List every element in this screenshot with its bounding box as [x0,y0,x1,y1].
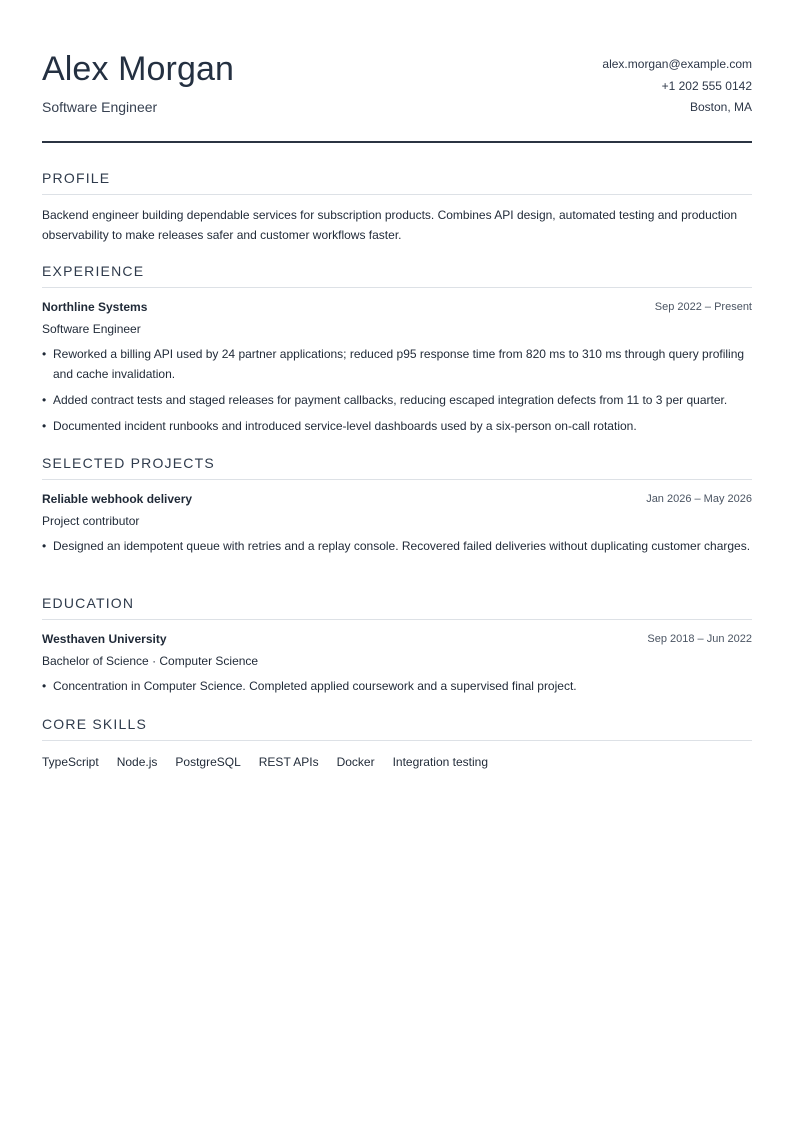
project-name: Reliable webhook delivery [42,492,193,506]
entry-dates: Sep 2018 – Jun 2022 [647,633,752,645]
skills-list [42,754,752,770]
entry-header [42,299,752,321]
bullet-icon: • [42,679,47,693]
education-entry [42,631,752,696]
skill-item: PostgreSQL [175,755,241,769]
skills-section [42,715,752,770]
bullet-list [42,536,752,556]
degree: Bachelor of Science · Computer Science [42,654,259,668]
project-entry [42,491,752,556]
school-name: Westhaven University [42,632,167,646]
projects-section [42,454,752,556]
bullet-icon: • [42,393,47,407]
resume-page [42,0,752,769]
bullet-list [42,344,752,436]
job-role: Software Engineer [42,322,141,336]
experience-entry [42,299,752,436]
entry-header [42,491,752,513]
contact-location: Boston, MA [689,100,752,114]
skill-item: Integration testing [392,755,488,769]
bullet-icon: • [42,347,47,361]
contact-block [602,56,752,121]
skill-item: REST APIs [258,755,319,769]
experience-section [42,262,752,436]
skill-item: Docker [336,755,375,769]
bullet-icon: • [42,539,47,553]
section-heading-experience: EXPERIENCE [42,262,752,288]
contact-phone[interactable]: +1 202 555 0142 [661,78,752,93]
entry-dates: Jan 2026 – May 2026 [646,493,752,505]
list-item: • Added contract tests and staged releases for payment callbacks, reducing escaped integration defects from 11 to 3 per quarter. [42,390,752,410]
skill-item: TypeScript [42,755,99,769]
section-heading-profile: PROFILE [42,169,752,195]
education-section [42,594,752,696]
skill-item: Node.js [116,755,158,769]
candidate-title: Software Engineer [42,99,158,115]
profile-section [42,169,752,245]
list-item: • Documented incident runbooks and introduced service-level dashboards used by a six-person on-call rotation. [42,416,752,436]
section-heading-education: EDUCATION [42,594,752,620]
profile-text: Backend engineer building dependable services for subscription products. Combines API design, automated testing and production observability to make releases safer and customer workflows faster. [42,208,738,242]
contact-email[interactable]: alex.morgan@example.com [602,57,752,71]
resume-header [42,0,752,143]
entry-dates: Sep 2022 – Present [654,301,752,313]
list-item: • Designed an idempotent queue with retries and a replay console. Recovered failed deliveries without duplicating customer charges. [42,536,752,556]
section-heading-skills: CORE SKILLS [42,715,752,741]
list-item: • Concentration in Computer Science. Completed applied coursework and a supervised final project. [42,676,752,696]
project-role: Project contributor [42,514,140,528]
bullet-list [42,676,752,696]
bullet-icon: • [42,419,47,433]
company-name: Northline Systems [42,300,148,314]
candidate-name: Alex Morgan [42,50,234,88]
section-heading-projects: SELECTED PROJECTS [42,454,752,480]
list-item: • Reworked a billing API used by 24 partner applications; reduced p95 response time from 820 ms to 310 ms through query profiling and cache invalidation. [42,344,752,384]
entry-header [42,631,752,653]
